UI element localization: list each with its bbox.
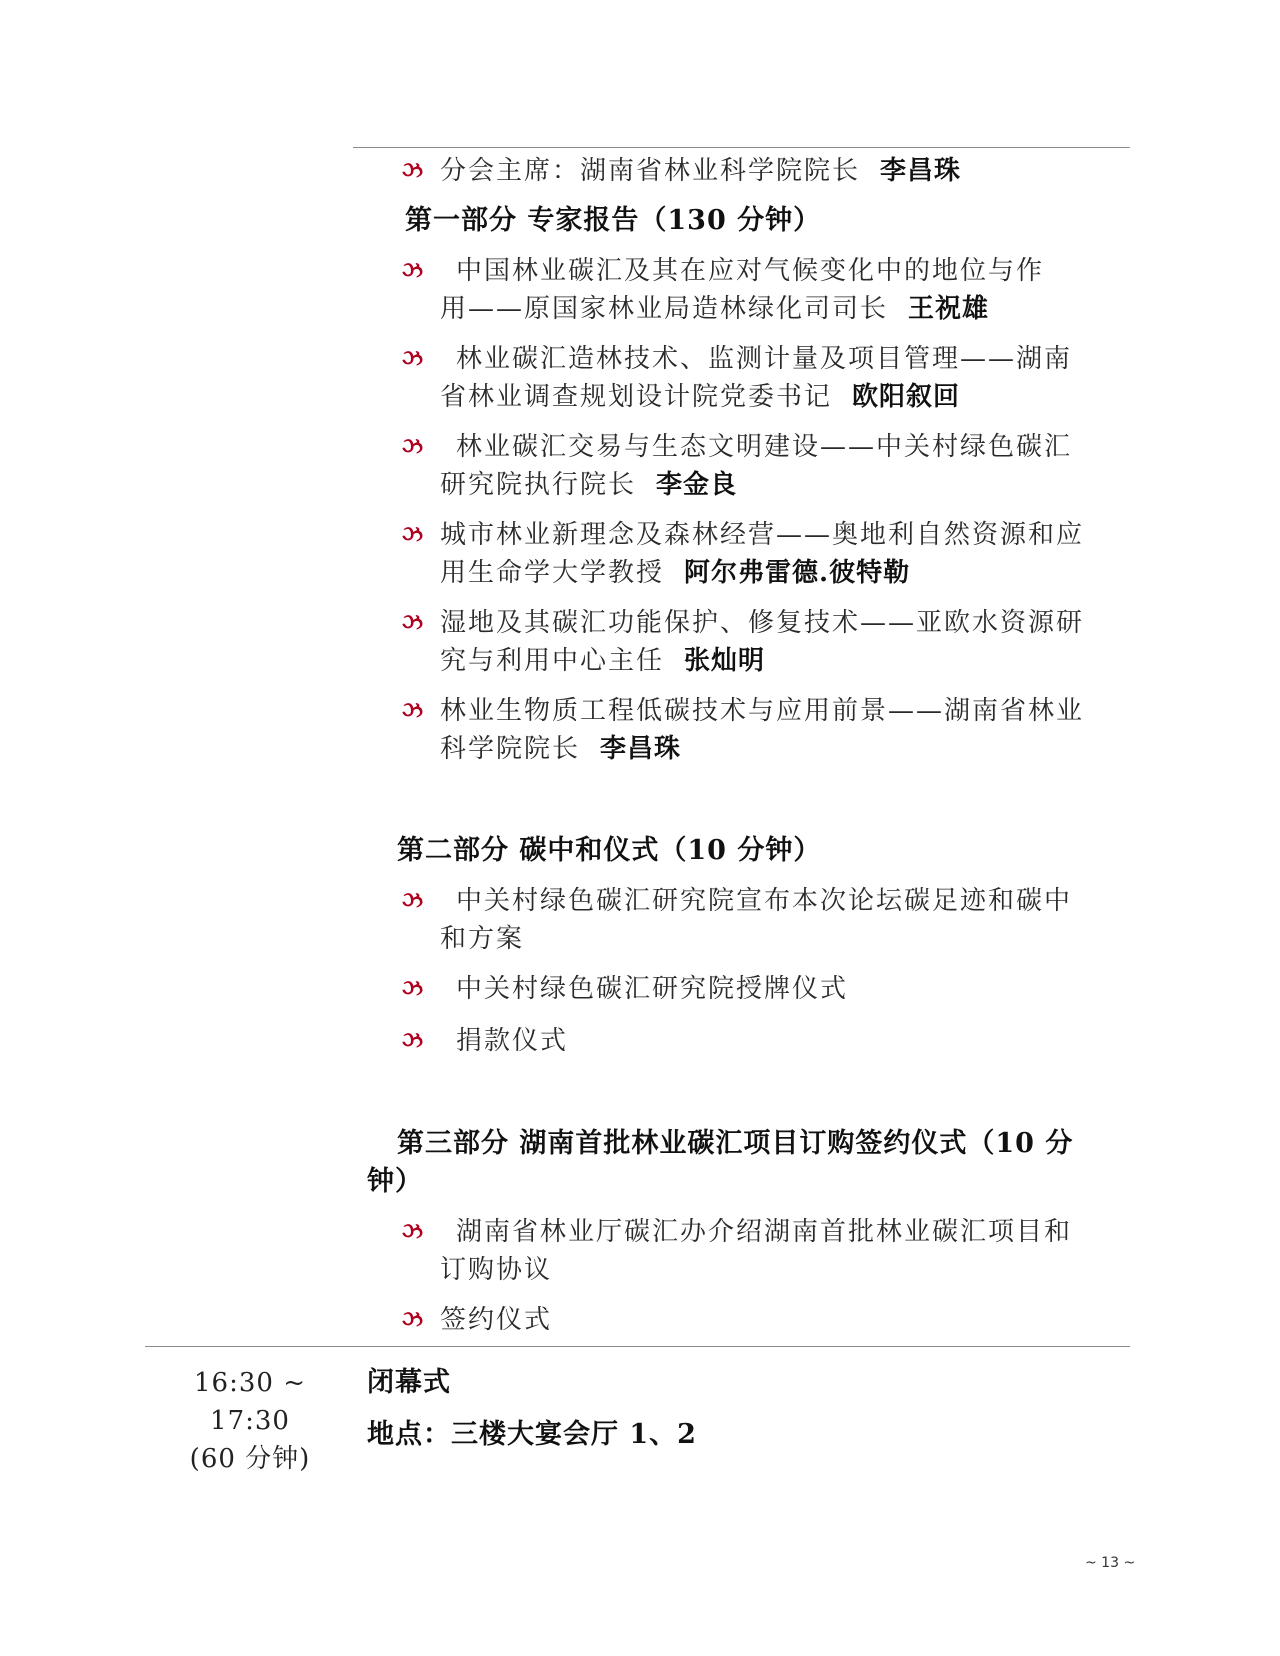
part1-item-4-line1: 城市林业新理念及森林经营——奥地利自然资源和应 <box>440 520 1085 550</box>
part1-item-1-line1: 中国林业碳汇及其在应对气候变化中的地位与作 <box>456 256 1045 286</box>
part1-item-1-name: 王祝雄 <box>908 294 990 324</box>
part2-item-1-line2: 和方案 <box>440 924 525 954</box>
closing-title: 闭幕式 <box>367 1367 451 1398</box>
closing-time-start: 16:30 ~ <box>194 1368 306 1398</box>
bullet-icon: ઝ <box>402 610 420 635</box>
bullet-icon: ઝ <box>402 258 420 283</box>
part2-item-2: 中关村绿色碳汇研究院授牌仪式 <box>456 974 849 1004</box>
part1-item-2-text: 省林业调查规划设计院党委书记 <box>440 382 833 412</box>
part1-item-5-text: 究与利用中心主任 <box>440 646 665 676</box>
part1-item-6-line2 <box>440 730 681 768</box>
part1-heading: 第一部分 专家报告（130 分钟） <box>405 205 822 236</box>
bullet-icon: ઝ <box>402 158 420 183</box>
part3-item-1-line2: 订购协议 <box>440 1255 553 1285</box>
divider-closing <box>145 1346 1130 1347</box>
chair-text: 分会主席：湖南省林业科学院院长 <box>440 156 861 186</box>
divider-top <box>353 147 1130 148</box>
page-number: ~ 13 ~ <box>1085 1555 1136 1571</box>
part3-item-2: 签约仪式 <box>440 1305 553 1335</box>
closing-location: 地点：三楼大宴会厅 1、2 <box>367 1419 697 1450</box>
closing-duration: (60 分钟) <box>189 1444 311 1474</box>
bullet-icon: ઝ <box>402 522 420 547</box>
part1-item-6-line1: 林业生物质工程低碳技术与应用前景——湖南省林业 <box>440 696 1085 726</box>
part1-item-1-line2 <box>440 290 989 328</box>
bullet-icon: ઝ <box>402 976 420 1001</box>
bullet-icon: ઝ <box>402 346 420 371</box>
part1-item-5-name: 张灿明 <box>684 646 766 676</box>
part1-item-5-line1: 湿地及其碳汇功能保护、修复技术——亚欧水资源研 <box>440 608 1085 638</box>
bullet-icon: ઝ <box>402 698 420 723</box>
part1-item-6-text: 科学院院长 <box>440 734 581 764</box>
part1-item-4-name: 阿尔弗雷德.彼特勒 <box>684 558 911 588</box>
bullet-icon: ઝ <box>402 1219 420 1244</box>
part1-item-1-text: 用——原国家林业局造林绿化司司长 <box>440 294 889 324</box>
part1-item-5-line2 <box>440 642 765 680</box>
part1-item-6-name: 李昌珠 <box>600 734 682 764</box>
part1-item-4-text: 用生命学大学教授 <box>440 558 665 588</box>
part1-item-2-line1: 林业碳汇造林技术、监测计量及项目管理——湖南 <box>456 344 1073 374</box>
part3-item-1-line1: 湖南省林业厅碳汇办介绍湖南首批林业碳汇项目和 <box>456 1217 1073 1247</box>
part1-item-2-name: 欧阳叙回 <box>852 382 961 412</box>
chair-line <box>440 152 961 190</box>
bullet-icon: ઝ <box>402 888 420 913</box>
bullet-icon: ઝ <box>402 1028 420 1053</box>
part2-item-3: 捐款仪式 <box>456 1026 569 1056</box>
bullet-icon: ઝ <box>402 434 420 459</box>
closing-time-end: 17:30 <box>210 1406 290 1436</box>
part1-item-3-name: 李金良 <box>656 470 738 500</box>
part2-item-1-line1: 中关村绿色碳汇研究院宣布本次论坛碳足迹和碳中 <box>456 886 1073 916</box>
bullet-icon: ઝ <box>402 1307 420 1332</box>
part3-heading-line1: 第三部分 湖南首批林业碳汇项目订购签约仪式（10 分 <box>397 1128 1074 1159</box>
part2-heading: 第二部分 碳中和仪式（10 分钟） <box>397 835 822 866</box>
part1-item-4-line2 <box>440 554 910 592</box>
part1-item-2-line2 <box>440 378 960 416</box>
part3-heading-line2: 钟） <box>367 1166 423 1197</box>
chair-name: 李昌珠 <box>880 156 962 186</box>
part1-item-3-text: 研究院执行院长 <box>440 470 637 500</box>
part1-item-3-line1: 林业碳汇交易与生态文明建设——中关村绿色碳汇 <box>456 432 1073 462</box>
part1-item-3-line2 <box>440 466 737 504</box>
